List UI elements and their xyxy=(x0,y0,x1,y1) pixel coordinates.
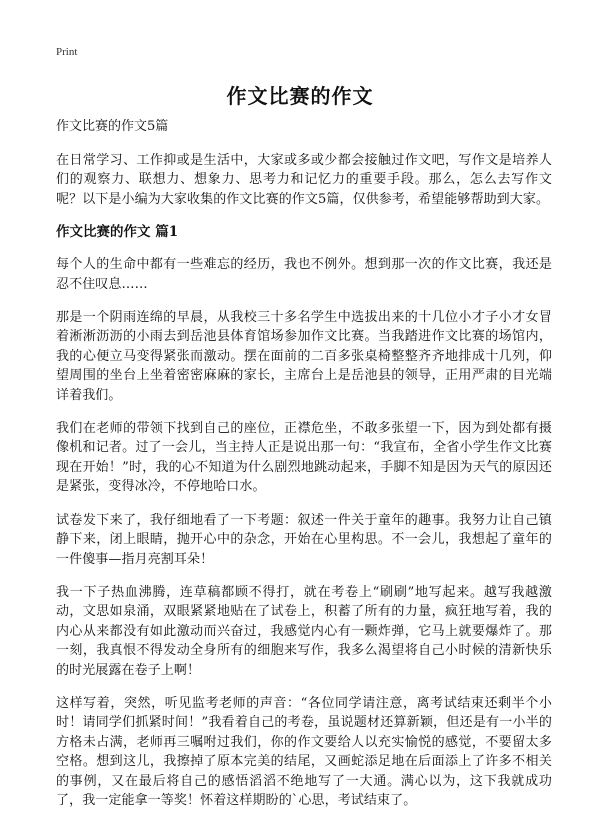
body-paragraph: 我们在老师的带领下找到自己的座位，正襟危坐，不敢多张望一下，因为到处都有摄像机和记者。过了一会儿，当主持人正是说出那一句：“我宣布，全省小学生作文比赛现在开始！”时，我的心不知道为什么剧烈地跳动起来，手脚不知是因为天气的原因还是紧张，变得冰冷，不停地哈口水。 xyxy=(56,421,552,495)
body-paragraph: 每个人的生命中都有一些难忘的经历，我也不例外。想到那一次的作文比赛，我还是忍不住叹息…… xyxy=(56,257,552,292)
print-label: Print xyxy=(56,46,78,58)
document-subtitle: 作文比赛的作文5篇 xyxy=(56,119,169,134)
page-title: 作文比赛的作文 xyxy=(226,84,374,108)
body-paragraph: 这样写着，突然，听见监考老师的声音：“各位同学请注意，离考试结束还剩半个小时！请同学们抓紧时间！”我看着自己的考卷，虽说题材还算新颖，但还是有一小半的方格未占满，老师再三嘱咐过我们，你的作文要给人以充实愉悦的感觉，不要留太多空格。想到这儿，我擦掉了原本完美的结尾，又画蛇添足地在后面添上了许多不相关的事例，又在最后将自己的感悟滔滔不绝地写了一大通。满心以为，这下我就成功了，我一定能拿一等奖！怀着这样期盼的`心思，考试结束了。 xyxy=(56,695,552,808)
body-paragraph: 那是一个阴雨连绵的早晨，从我校三十多名学生中选拔出来的十几位小才子小才女冒着淅淅沥沥的小雨去到岳池县体育馆场参加作文比赛。当我踏进作文比赛的场馆内，我的心便立马变得紧张而激动。摆在面前的二百多张桌椅整整齐齐地排成十几列，仰望周围的坐台上坐着密密麻麻的家长，主席台上是岳池县的领导，正用严肃的目光端详着我们。 xyxy=(56,310,552,403)
document-body xyxy=(56,118,552,824)
intro-paragraph: 在日常学习、工作抑或是生活中，大家或多或少都会接触过作文吧，写作文是培养人们的观察力、联想力、想象力、思考力和记忆力的重要手段。那么，怎么去写作文呢？以下是小编为大家收集的作文比赛的作文5篇，仅供参考，希望能够帮助到大家。 xyxy=(56,153,552,207)
body-paragraph: 试卷发下来了，我仔细地看了一下考题：叙述一件关于童年的趣事。我努力让自己镇静下来，闭上眼睛，抛开心中的杂念，开始在心里构思。不一会儿，我想起了童年的一件傻事—指月亮割耳朵！ xyxy=(56,512,552,567)
section-heading: 作文比赛的作文 篇1 xyxy=(56,224,179,241)
body-paragraph: 我一下子热血沸腾，连草稿都顾不得打，就在考卷上“刷刷”地写起来。越写我越激动，文思如泉涌，双眼紧紧地贴在了试卷上，积蓄了所有的力量，疯狂地写着，我的内心从来都没有如此激动而兴奋过，我感觉内心有一颗炸弹，它马上就要爆炸了。那一刻，我真恨不得发动全身所有的细胞来写作，我多么渴望将自己小时候的清新快乐的时光展露在卷子上啊！ xyxy=(56,584,552,678)
